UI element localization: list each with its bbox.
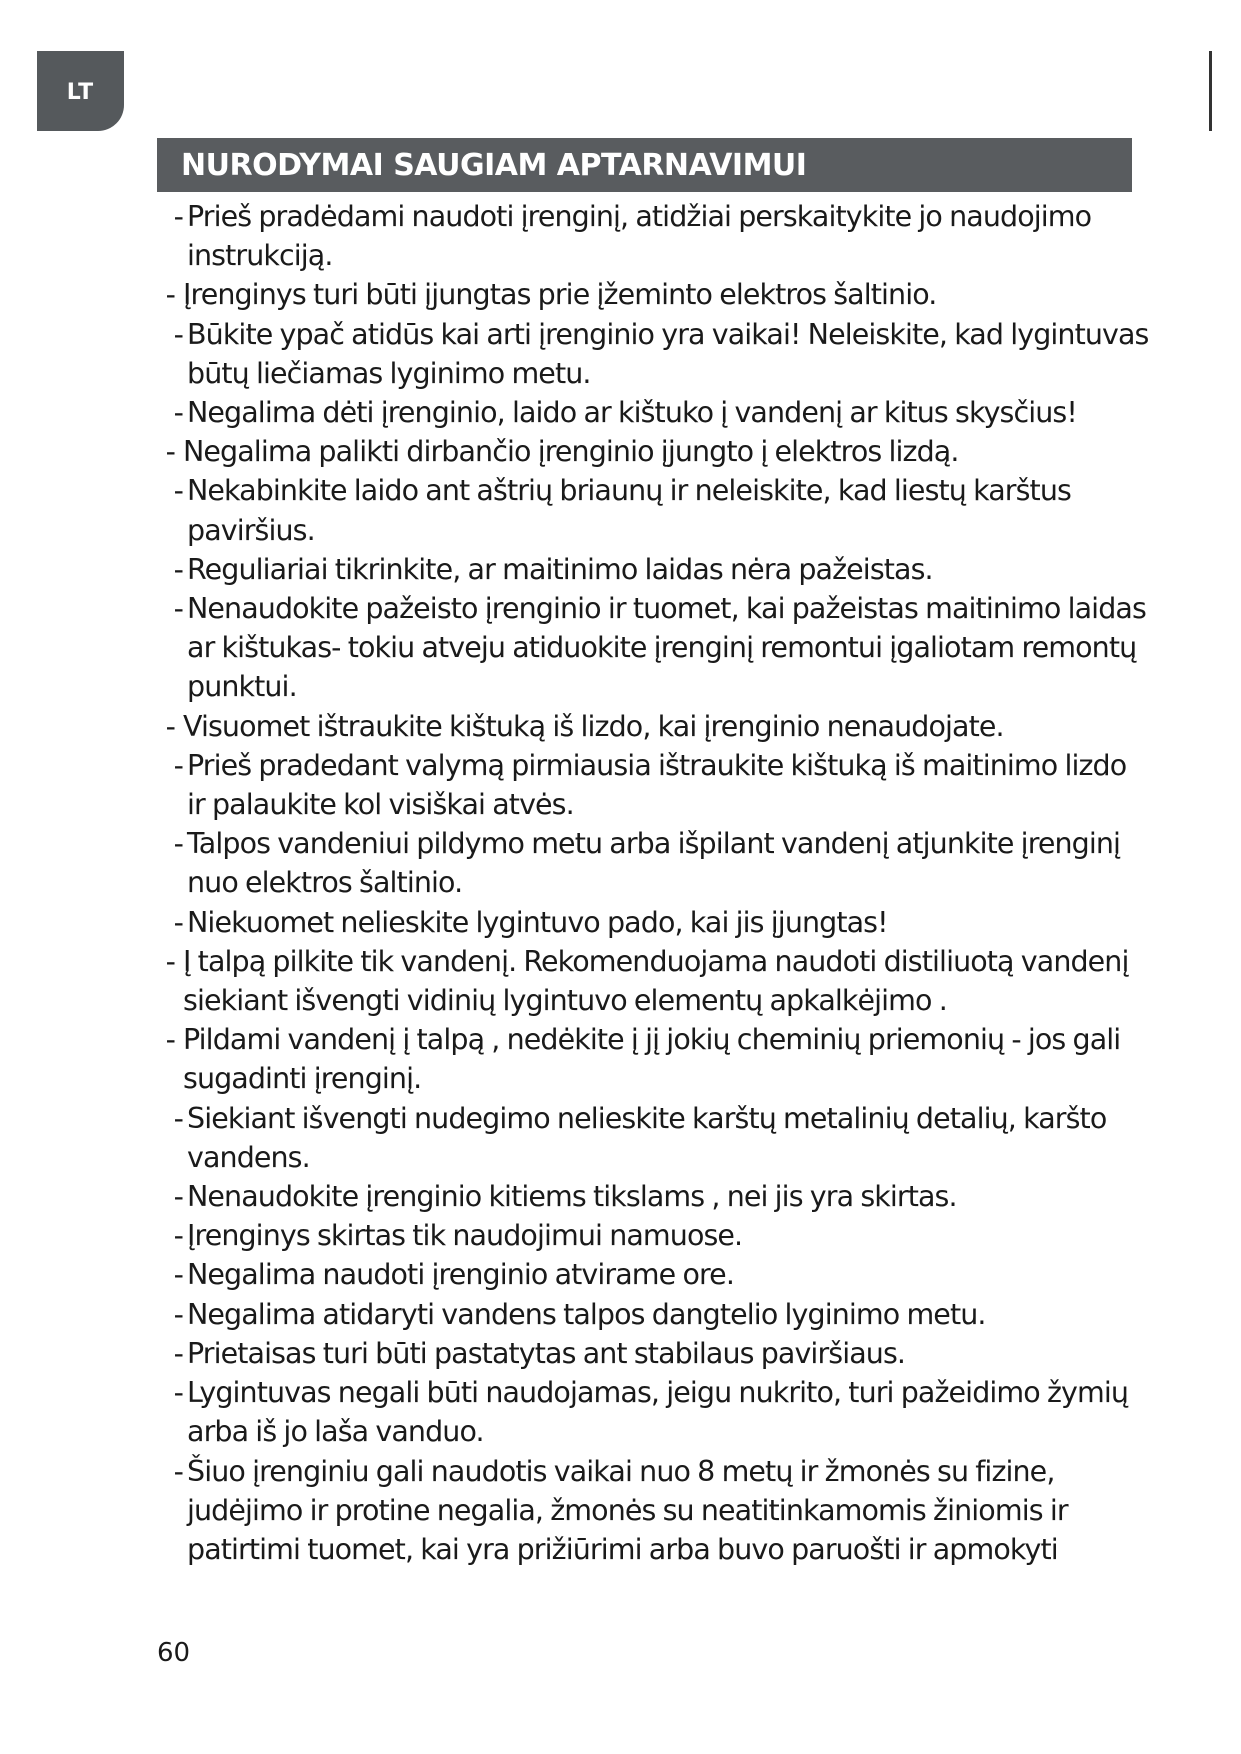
list-item-dash: - <box>173 1180 183 1214</box>
list-item <box>150 471 1150 549</box>
list-item-text: Visuomet ištraukite kištuką iš lizdo, kai įrenginio nenaudojate. <box>183 709 1004 743</box>
list-item-dash: - <box>173 905 183 939</box>
language-tab <box>37 51 124 131</box>
safety-instructions-list <box>150 197 1150 1569</box>
page-edge-line <box>1209 51 1212 131</box>
list-item <box>150 1255 1150 1294</box>
list-item <box>150 393 1150 432</box>
list-item-dash: - <box>173 474 183 508</box>
list-item <box>150 1334 1150 1373</box>
list-item <box>150 903 1150 942</box>
list-item <box>150 589 1150 707</box>
list-item-text: Reguliariai tikrinkite, ar maitinimo laidas nėra pažeistas. <box>187 552 933 586</box>
list-item-dash: - <box>173 1258 183 1292</box>
list-item-dash: - <box>165 435 175 469</box>
list-item-text: Negalima dėti įrenginio, laido ar kištuko į vandenį ar kitus skysčius! <box>187 396 1077 430</box>
list-item <box>150 746 1150 824</box>
list-item <box>150 1373 1150 1451</box>
list-item <box>150 942 1150 1020</box>
list-item-text: Negalima naudoti įrenginio atvirame ore. <box>187 1258 734 1292</box>
list-item-dash: - <box>173 552 183 586</box>
list-item-dash: - <box>165 709 175 743</box>
list-item-text: Būkite ypač atidūs kai arti įrenginio yra vaikai! Neleiskite, kad lygintuvas būtų liečiamas lyginimo metu. <box>187 317 1149 390</box>
list-item-text: Pildami vandenį į talpą , nedėkite į jį jokių cheminių priemonių - jos gali sugadinti įrenginį. <box>183 1023 1121 1096</box>
list-item-text: Siekiant išvengti nudegimo nelieskite karštų metalinių detalių, karšto vandens. <box>187 1101 1107 1174</box>
list-item <box>150 707 1150 746</box>
list-item-text: Įrenginys skirtas tik naudojimui namuose. <box>187 1219 743 1253</box>
list-item-text: Įrenginys turi būti įjungtas prie įžeminto elektros šaltinio. <box>183 278 937 312</box>
list-item-text: Lygintuvas negali būti naudojamas, jeigu nukrito, turi pažeidimo žymių arba iš jo laša vanduo. <box>187 1376 1129 1449</box>
list-item-dash: - <box>173 1336 183 1370</box>
list-item <box>150 824 1150 902</box>
list-item-text: Talpos vandeniui pildymo metu arba išpilant vandenį atjunkite įrenginį nuo elektros šaltinio. <box>187 827 1121 900</box>
list-item-dash: - <box>173 748 183 782</box>
list-item-dash: - <box>173 200 183 233</box>
language-code: LT <box>66 79 95 105</box>
list-item-text: Nenaudokite pažeisto įrenginio ir tuomet, kai pažeistas maitinimo laidas ar kištukas- tokiu atveju atiduokite įrenginį remontui įgaliotam remontų punktui. <box>187 592 1146 704</box>
list-item-text: Prieš pradėdami naudoti įrenginį, atidžiai perskaitykite jo naudojimo instrukciją. <box>187 200 1092 273</box>
list-item-dash: - <box>173 1376 183 1410</box>
list-item-text: Nenaudokite įrenginio kitiems tikslams , nei jis yra skirtas. <box>187 1180 957 1214</box>
list-item-text: Negalima palikti dirbančio įrenginio įjungto į elektros lizdą. <box>183 435 959 469</box>
list-item-dash: - <box>173 396 183 430</box>
list-item-dash: - <box>173 1454 183 1488</box>
list-item <box>150 550 1150 589</box>
list-item-dash: - <box>173 1101 183 1135</box>
page-number: 60 <box>157 1638 191 1668</box>
list-item <box>150 1452 1150 1570</box>
list-item-text: Šiuo įrenginiu gali naudotis vaikai nuo 8 metų ir žmonės su fizine, judėjimo ir protine negalia, žmonės su neatitinkamomis žiniomis ir patirtimi tuomet, kai yra prižiūrimi arba buvo paruošti ir apmokyti <box>187 1454 1068 1566</box>
list-item-text: Niekuomet nelieskite lygintuvo pado, kai jis įjungtas! <box>187 905 888 939</box>
list-item-dash: - <box>173 827 183 861</box>
section-title: NURODYMAI SAUGIAM APTARNAVIMUI <box>181 147 807 183</box>
list-item-dash: - <box>165 278 175 312</box>
list-item-dash: - <box>173 317 183 351</box>
list-item <box>150 315 1150 393</box>
list-item <box>150 1020 1150 1098</box>
list-item-text: Į talpą pilkite tik vandenį. Rekomenduojama naudoti distiliuotą vandenį siekiant išvengti vidinių lygintuvo elementų apkalkėjimo . <box>183 944 1129 1018</box>
list-item-dash: - <box>173 592 183 626</box>
list-item-text: Negalima atidaryti vandens talpos dangtelio lyginimo metu. <box>187 1297 986 1331</box>
list-item <box>150 1099 1150 1177</box>
list-item-text: Prieš pradedant valymą pirmiausia ištraukite kištuką iš maitinimo lizdo ir palaukite kol visiškai atvės. <box>187 748 1127 822</box>
section-title-bar <box>157 138 1132 192</box>
list-item <box>150 1177 1150 1216</box>
list-item <box>150 1295 1150 1334</box>
list-item <box>150 432 1150 471</box>
list-item-dash: - <box>165 944 175 978</box>
list-item <box>150 275 1150 314</box>
list-item-text: Nekabinkite laido ant aštrių briaunų ir neleiskite, kad liestų karštus paviršius. <box>187 474 1071 547</box>
list-item-dash: - <box>165 1023 175 1057</box>
list-item-dash: - <box>173 1219 183 1253</box>
list-item-dash: - <box>173 1297 183 1331</box>
list-item <box>150 197 1150 275</box>
list-item-text: Prietaisas turi būti pastatytas ant stabilaus paviršiaus. <box>187 1336 906 1370</box>
list-item <box>150 1216 1150 1255</box>
